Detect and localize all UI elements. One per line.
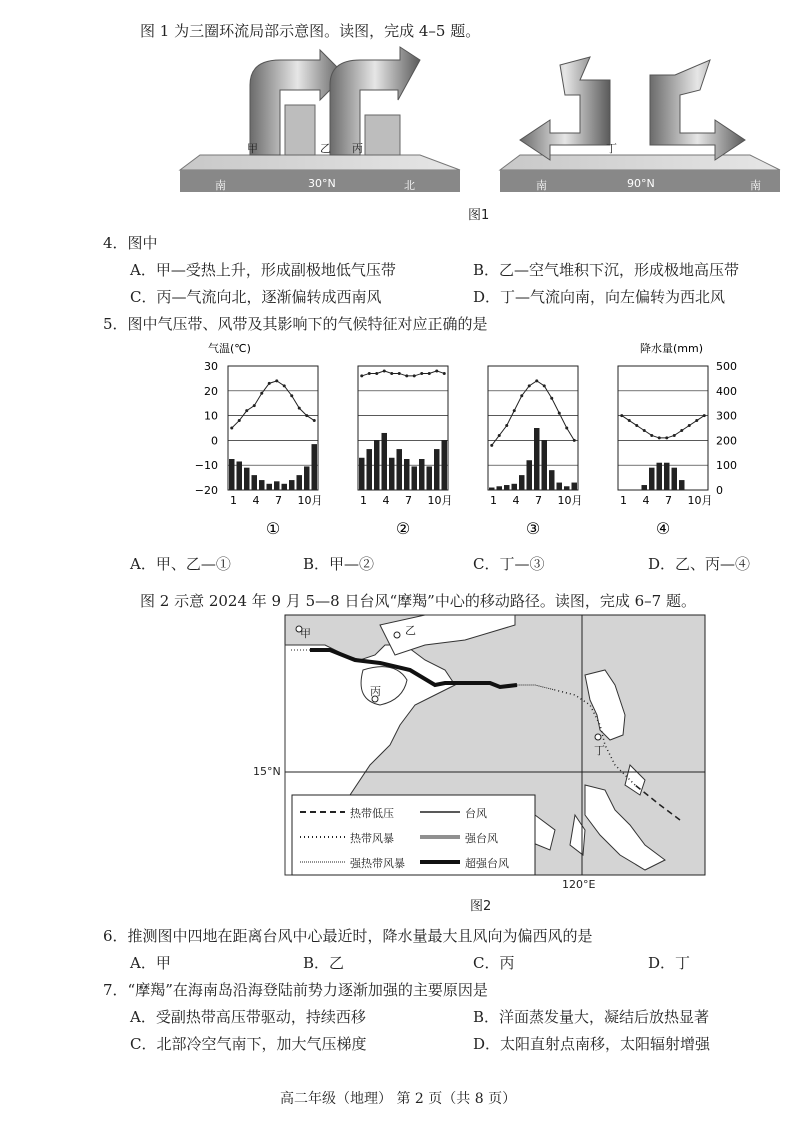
month-tick: 10月 [427, 494, 453, 507]
temp-point [405, 374, 408, 377]
temp-point [643, 429, 646, 432]
temp-point [268, 382, 271, 385]
precip-bar [672, 468, 678, 490]
precip-bar [679, 480, 685, 490]
temp-point [253, 404, 256, 407]
precip-bar [534, 428, 540, 490]
temp-tick: 0 [211, 434, 218, 448]
temp-point [390, 372, 393, 375]
legend-sts: 强热带风暴 [350, 857, 405, 870]
intro-text-2: 图 2 示意 2024 年 9 月 5—8 日台风“摩羯”中心的移动路径。读图，完成 6–7 题。 [140, 592, 696, 610]
legend-ts: 热带风暴 [350, 832, 394, 845]
q7-stem: 7．“摩羯”在海南岛沿海登陆前势力逐渐加强的主要原因是 [103, 981, 488, 999]
temp-point [543, 384, 546, 387]
temp-point [435, 369, 438, 372]
legend-sty: 强台风 [465, 832, 498, 845]
month-tick: 4 [252, 494, 260, 507]
precip-bar [229, 459, 235, 490]
temp-point [688, 424, 691, 427]
precip-bar [259, 480, 265, 490]
temp-point [680, 429, 683, 432]
climate-panel-frame [618, 366, 708, 490]
fig1-caption: 图1 [468, 208, 490, 223]
temp-point [520, 394, 523, 397]
fig1-left-panel [180, 47, 460, 192]
precip-bar [519, 475, 525, 490]
temp-tick: −10 [194, 459, 218, 473]
temp-point [283, 384, 286, 387]
temp-point [505, 424, 508, 427]
temp-point [398, 372, 401, 375]
temp-point [420, 372, 423, 375]
month-tick: 1 [360, 494, 367, 507]
temp-point [383, 369, 386, 372]
month-tick: 1 [230, 494, 237, 507]
month-tick: 7 [665, 494, 672, 507]
q4-option-d[interactable]: D．丁—气流向南，向左偏转为西北风 [473, 288, 726, 306]
temp-point [368, 372, 371, 375]
q4-option-a[interactable]: A．甲—受热上升，形成副极地低气压带 [130, 261, 396, 279]
precip-bar [312, 444, 318, 490]
temp-point [650, 434, 653, 437]
precip-bar [389, 458, 395, 490]
temp-point [490, 444, 493, 447]
month-tick: 4 [642, 494, 650, 507]
temp-point [558, 412, 561, 415]
temp-point [695, 419, 698, 422]
precip-bar [382, 433, 388, 490]
temp-tick: −20 [194, 484, 218, 497]
q6-stem: 6．推测图中四地在距离台风中心最近时，降水量最大且风向为偏西风的是 [103, 927, 593, 945]
temp-line [622, 416, 705, 438]
fig1-label-yi: 乙 [320, 142, 331, 155]
fig1-right-south-1: 南 [536, 179, 547, 192]
q7-option-d[interactable]: D．太阳直射点南移，太阳辐射增强 [473, 1035, 711, 1053]
map-label-bing: 丙 [370, 685, 381, 698]
fig1-label-bing: 丙 [352, 142, 363, 155]
fig2-caption: 图2 [470, 899, 492, 914]
month-tick: 4 [512, 494, 520, 507]
temp-point [535, 379, 538, 382]
precip-tick: 300 [716, 409, 737, 423]
temp-point [673, 434, 676, 437]
panel-label: ③ [525, 519, 541, 538]
temp-point [413, 374, 416, 377]
temp-point [375, 372, 378, 375]
q6-option-b[interactable]: B．乙 [303, 954, 345, 972]
precip-bar [397, 449, 403, 490]
temp-point [513, 409, 516, 412]
precip-bar [367, 449, 373, 490]
precip-bar [504, 485, 510, 490]
q6-option-d[interactable]: D．丁 [648, 954, 691, 972]
map-label-jia: 甲 [300, 627, 311, 640]
temp-point [360, 374, 363, 377]
precip-bar [527, 460, 533, 490]
month-tick: 7 [405, 494, 412, 507]
temp-point [290, 394, 293, 397]
temp-point [443, 372, 446, 375]
precip-bar [427, 466, 433, 490]
precip-tick: 100 [716, 459, 737, 473]
precip-bar [297, 475, 303, 490]
temp-line [362, 371, 445, 376]
fig1-left-north: 北 [404, 179, 415, 192]
fig1-right-south-2: 南 [750, 179, 761, 192]
precip-bar [664, 463, 670, 490]
q4-stem: 4．图中 [103, 234, 158, 252]
temp-point [565, 427, 568, 430]
temp-point [298, 407, 301, 410]
precip-bar [359, 458, 365, 490]
legend-ty: 台风 [465, 807, 487, 820]
temp-point [428, 372, 431, 375]
temp-tick: 20 [204, 384, 218, 398]
precip-bar [542, 440, 548, 490]
fig1-label-ding: 丁 [606, 142, 617, 155]
precip-bar [419, 459, 425, 490]
precip-bar [657, 463, 663, 490]
q7-option-b[interactable]: B．洋面蒸发量大，凝结后放热显著 [473, 1008, 710, 1026]
fig1-right-panel [500, 57, 780, 192]
q5-option-c[interactable]: C．丁—③ [473, 555, 545, 573]
temp-point [305, 414, 308, 417]
map-lon-label: 120°E [562, 878, 596, 891]
temp-point [245, 409, 248, 412]
map-label-ding: 丁 [594, 744, 605, 757]
page-footer: 高二年级（地理） 第 2 页（共 8 页） [280, 1091, 517, 1107]
temp-point [620, 414, 623, 417]
precip-axis-title: 降水量(mm) [640, 342, 704, 355]
q7-option-c[interactable]: C．北部冷空气南下，加大气压梯度 [130, 1035, 367, 1053]
temp-tick: 10 [204, 409, 218, 423]
fig1-left-lat: 30°N [308, 177, 336, 190]
temp-point [313, 419, 316, 422]
temp-point [260, 392, 263, 395]
month-tick: 1 [490, 494, 497, 507]
temp-point [573, 439, 576, 442]
precip-bar [412, 466, 418, 490]
precip-bar [489, 488, 495, 490]
temp-point [528, 384, 531, 387]
precip-bar [564, 486, 570, 490]
precip-bar [374, 440, 380, 490]
panel-label: ④ [655, 519, 671, 538]
q6-option-c[interactable]: C．丙 [473, 954, 515, 972]
climate-charts [190, 338, 737, 543]
precip-bar [549, 470, 555, 490]
month-tick: 1 [620, 494, 627, 507]
climate-panel-frame [488, 366, 578, 490]
q5-option-a[interactable]: A．甲、乙—① [130, 555, 231, 573]
precip-bar [649, 468, 655, 490]
precip-bar [557, 483, 563, 490]
precip-tick: 0 [716, 484, 723, 497]
legend-td: 热带低压 [350, 807, 394, 820]
temp-point [658, 436, 661, 439]
temp-point [550, 397, 553, 400]
precip-bar [442, 440, 448, 490]
precip-tick: 500 [716, 360, 737, 373]
precip-tick: 200 [716, 434, 737, 448]
temp-line [232, 381, 315, 428]
month-tick: 4 [382, 494, 390, 507]
month-tick: 7 [535, 494, 542, 507]
precip-tick: 400 [716, 384, 737, 398]
month-tick: 10月 [297, 494, 323, 507]
panel-label: ② [395, 519, 411, 538]
precip-bar [304, 466, 310, 490]
temp-point [238, 419, 241, 422]
q5-option-d[interactable]: D．乙、丙—④ [648, 555, 751, 573]
precip-bar [512, 484, 518, 490]
precip-bar [642, 485, 648, 490]
temp-point [628, 419, 631, 422]
temp-point [665, 436, 668, 439]
figure-1-circulation [170, 45, 790, 205]
map-lat-label: 15°N [253, 765, 281, 778]
precip-bar [404, 459, 410, 490]
precip-bar [572, 483, 578, 490]
temp-point [703, 414, 706, 417]
intro-text-1: 图 1 为三圈环流局部示意图。读图，完成 4–5 题。 [140, 22, 481, 40]
temp-point [275, 379, 278, 382]
fig1-left-south: 南 [215, 179, 226, 192]
temp-tick: 30 [204, 360, 218, 373]
precip-bar [434, 449, 440, 490]
month-tick: 10月 [687, 494, 713, 507]
panel-label: ① [265, 519, 281, 538]
precip-bar [497, 486, 503, 490]
month-tick: 7 [275, 494, 282, 507]
temp-point [230, 427, 233, 430]
map-label-yi: 乙 [405, 624, 416, 637]
fig1-label-jia: 甲 [247, 142, 258, 155]
q4-option-b[interactable]: B．乙—空气堆积下沉，形成极地高压带 [473, 261, 740, 279]
precip-bar [289, 480, 295, 490]
q7-option-a[interactable]: A．受副热带高压带驱动，持续西移 [130, 1008, 366, 1026]
legend-superty: 超强台风 [465, 857, 509, 870]
q6-option-a[interactable]: A．甲 [130, 954, 171, 972]
q5-option-b[interactable]: B．甲—② [303, 555, 375, 573]
figure-2-typhoon-map [285, 615, 710, 890]
temp-point [498, 434, 501, 437]
month-tick: 10月 [557, 494, 583, 507]
q4-option-c[interactable]: C．丙—气流向北，逐渐偏转成西南风 [130, 288, 382, 306]
q5-stem: 5．图中气压带、风带及其影响下的气候特征对应正确的是 [103, 315, 488, 333]
fig1-right-lat: 90°N [627, 177, 655, 190]
precip-bar [282, 484, 288, 490]
precip-bar [244, 468, 250, 490]
temp-point [635, 424, 638, 427]
precip-bar [237, 461, 243, 490]
precip-bar [274, 481, 280, 490]
precip-bar [267, 484, 273, 490]
precip-bar [252, 475, 258, 490]
temp-axis-title: 气温(℃) [208, 342, 251, 355]
